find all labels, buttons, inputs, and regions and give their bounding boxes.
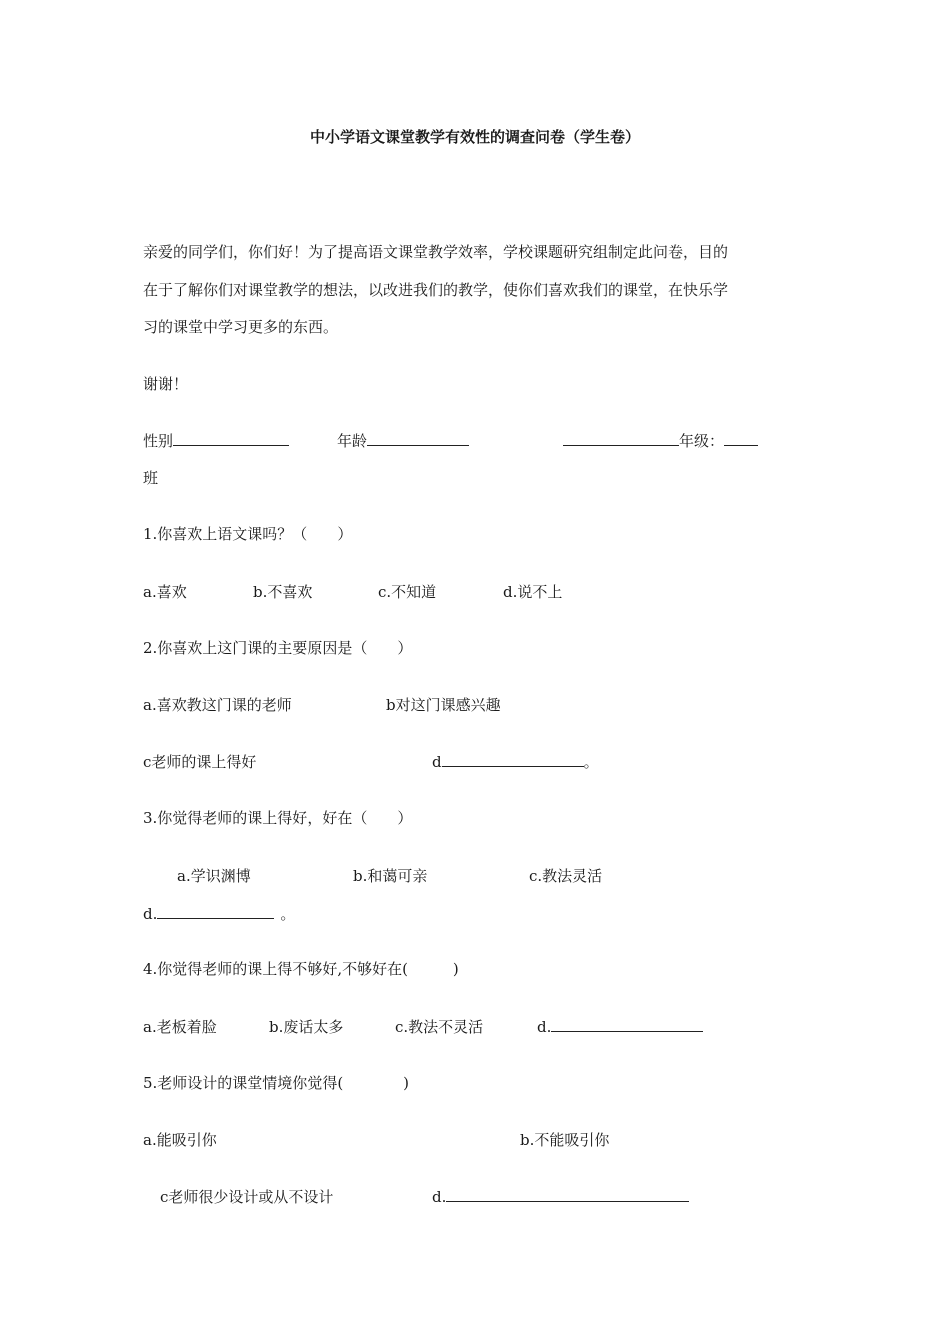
q5-option-c[interactable]: c老师很少设计或从不设计 xyxy=(160,1188,334,1206)
age-field xyxy=(337,431,469,451)
q5-option-d-blank[interactable] xyxy=(446,1187,689,1202)
grade-field xyxy=(563,431,758,451)
q3-option-c[interactable]: c.教法灵活 xyxy=(529,867,603,885)
q4-option-d-blank[interactable] xyxy=(551,1017,703,1032)
question-5: 5.老师设计的课堂情境你觉得( ) xyxy=(143,1074,410,1092)
q4-option-d[interactable] xyxy=(537,1017,703,1037)
thanks-text: 谢谢！ xyxy=(143,375,189,393)
age-label: 年龄 xyxy=(337,432,368,450)
q5-option-d-label: d. xyxy=(432,1188,447,1206)
q5-option-a[interactable]: a.能吸引你 xyxy=(143,1131,217,1149)
q2-option-a[interactable]: a.喜欢教这门课的老师 xyxy=(143,696,292,714)
q2-option-d[interactable] xyxy=(432,752,599,772)
q1-option-b[interactable]: b.不喜欢 xyxy=(253,583,313,601)
question-1: 1.你喜欢上语文课吗？（ ） xyxy=(143,525,353,543)
grade-blank[interactable] xyxy=(563,431,679,446)
intro-line-3: 习的课堂中学习更多的东西。 xyxy=(143,318,339,336)
class-label: 班 xyxy=(143,469,159,487)
gender-blank[interactable] xyxy=(173,431,289,446)
q2-option-b[interactable]: b对这门课感兴趣 xyxy=(386,696,501,714)
q1-option-c[interactable]: c.不知道 xyxy=(378,583,437,601)
q2-option-d-end: 。 xyxy=(583,753,599,771)
question-2: 2.你喜欢上这门课的主要原因是（ ） xyxy=(143,639,413,657)
q3-option-b[interactable]: b.和蔼可亲 xyxy=(353,867,428,885)
class-blank[interactable] xyxy=(724,431,758,446)
gender-label: 性别 xyxy=(143,432,174,450)
q1-option-d[interactable]: d.说不上 xyxy=(503,583,563,601)
q3-option-d[interactable] xyxy=(143,904,295,924)
intro-line-1: 亲爱的同学们，你们好！为了提高语文课堂教学效率，学校课题研究组制定此问卷，目的 xyxy=(143,243,729,261)
q4-option-c[interactable]: c.教法不灵活 xyxy=(395,1018,484,1036)
q2-option-d-label: d xyxy=(432,753,442,771)
question-4: 4.你觉得老师的课上得不够好,不够好在( ) xyxy=(143,960,459,978)
q4-option-d-label: d. xyxy=(537,1018,552,1036)
q2-option-c[interactable]: c老师的课上得好 xyxy=(143,753,257,771)
q3-option-a[interactable]: a.学识渊博 xyxy=(177,867,251,885)
question-3: 3.你觉得老师的课上得好，好在（ ） xyxy=(143,809,413,827)
grade-label: 年级： xyxy=(679,432,725,450)
q4-option-a[interactable]: a.老板着脸 xyxy=(143,1018,217,1036)
q4-option-b[interactable]: b.废话太多 xyxy=(269,1018,344,1036)
q3-option-d-label: d. xyxy=(143,905,158,923)
age-blank[interactable] xyxy=(367,431,469,446)
q2-option-d-blank[interactable] xyxy=(442,752,584,767)
page-title: 中小学语文课堂教学有效性的调查问卷（学生卷） xyxy=(309,128,640,146)
q1-option-a[interactable]: a.喜欢 xyxy=(143,583,187,601)
q3-option-d-end: 。 xyxy=(280,905,296,923)
q5-option-b[interactable]: b.不能吸引你 xyxy=(520,1131,610,1149)
q3-option-d-blank[interactable] xyxy=(157,904,274,919)
gender-field xyxy=(143,431,289,451)
q5-option-d[interactable] xyxy=(432,1187,689,1207)
intro-line-2: 在于了解你们对课堂教学的想法，以改进我们的教学，使你们喜欢我们的课堂，在快乐学 xyxy=(143,281,729,299)
